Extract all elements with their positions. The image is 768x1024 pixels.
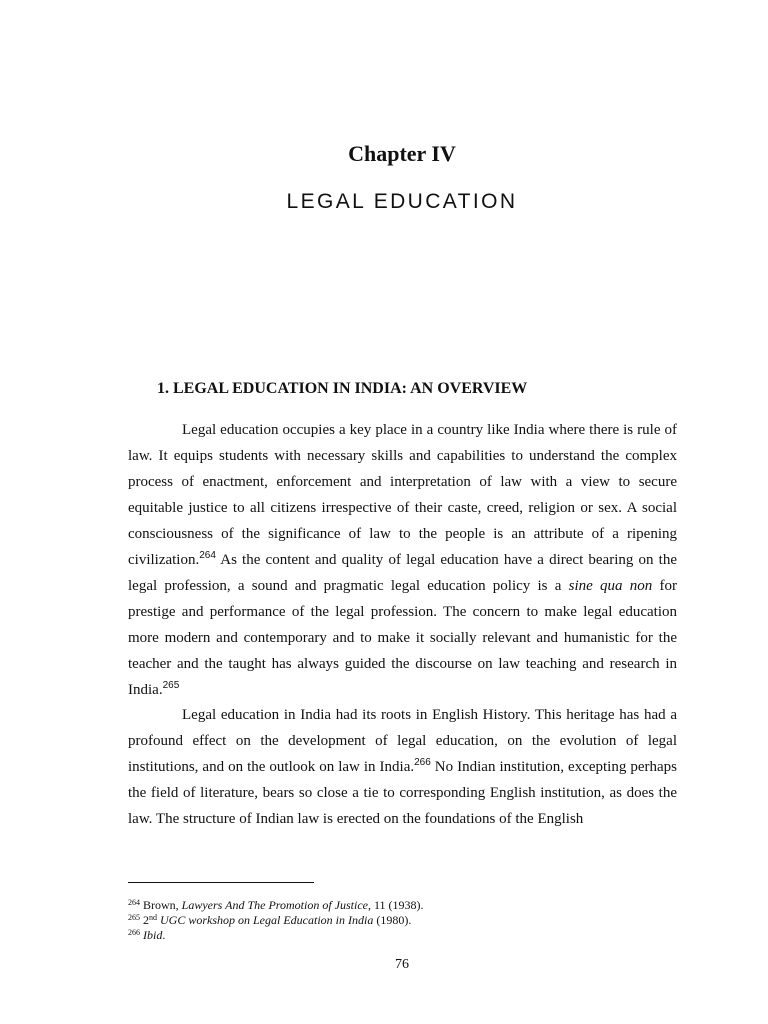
footnote-number: 265 bbox=[128, 913, 140, 922]
footnote-title: Ibid bbox=[143, 928, 163, 942]
italic-phrase: sine qua non bbox=[568, 577, 653, 594]
section-heading: 1. LEGAL EDUCATION IN INDIA: AN OVERVIEW bbox=[157, 380, 528, 397]
footnote-number: 264 bbox=[128, 898, 140, 907]
footnote-text: . bbox=[162, 928, 166, 942]
footnote-title: UGC workshop on Legal Education in India bbox=[157, 913, 374, 927]
footnote-reference[interactable]: 264 bbox=[199, 549, 216, 561]
paragraph-2 bbox=[128, 703, 677, 833]
page-number: 76 bbox=[395, 957, 409, 972]
footnote bbox=[128, 928, 688, 943]
ordinal-suffix: nd bbox=[149, 913, 157, 922]
footnote-rule bbox=[128, 882, 314, 883]
footnote-reference[interactable]: 265 bbox=[162, 679, 180, 691]
chapter-title: LEGAL EDUCATION bbox=[286, 190, 518, 213]
paragraph-text: for prestige and performance of the legal profession. The concern to make legal education more modern and contemporary and to make it socially relevant and humanistic for the teacher and the taught has always guided the discourse on law teaching and research in India. bbox=[128, 577, 677, 698]
footnote-text: , 11 (1938). bbox=[368, 898, 424, 912]
footnote-title: Lawyers And The Promotion of Justice bbox=[181, 898, 368, 912]
footnote-text: Brown, bbox=[140, 898, 182, 912]
footnote-number: 266 bbox=[128, 928, 140, 937]
paragraph-text: Legal education occupies a key place in a country like India where there is rule of law. It equips students with necessary skills and capabilities to understand the complex process of enactment, enforcement and interpretation of law with a view to secure equitable justice to all citizens irrespective of their caste, creed, religion or sex. A social consciousness of the significance of law to the people is an attribute of a ripening civilization. bbox=[128, 422, 677, 568]
footnote bbox=[128, 913, 688, 928]
footnote-reference[interactable]: 266 bbox=[414, 757, 431, 769]
paragraph-text: No Indian institution, excepting perhaps the field of literature, bears so close a tie to corresponding English institution, as does the law. The structure of Indian law is erected on the foundations of the English bbox=[128, 759, 677, 828]
paragraph-text: Legal education in India had its roots in English History. This heritage has had a profound effect on the development of legal education, on the evolution of legal institutions, and on the outlook on law in India. bbox=[128, 707, 677, 776]
paragraph-text: As the content and quality of legal education have a direct bearing on the legal profession, a sound and pragmatic legal education policy is a bbox=[128, 551, 677, 594]
footnote-text: (1980). bbox=[373, 913, 412, 927]
chapter-label: Chapter IV bbox=[348, 141, 456, 166]
footnotes bbox=[128, 898, 688, 943]
paragraph-1 bbox=[128, 418, 677, 703]
body-text bbox=[128, 418, 677, 833]
footnote bbox=[128, 898, 688, 913]
footnote-text: 2 bbox=[140, 913, 149, 927]
